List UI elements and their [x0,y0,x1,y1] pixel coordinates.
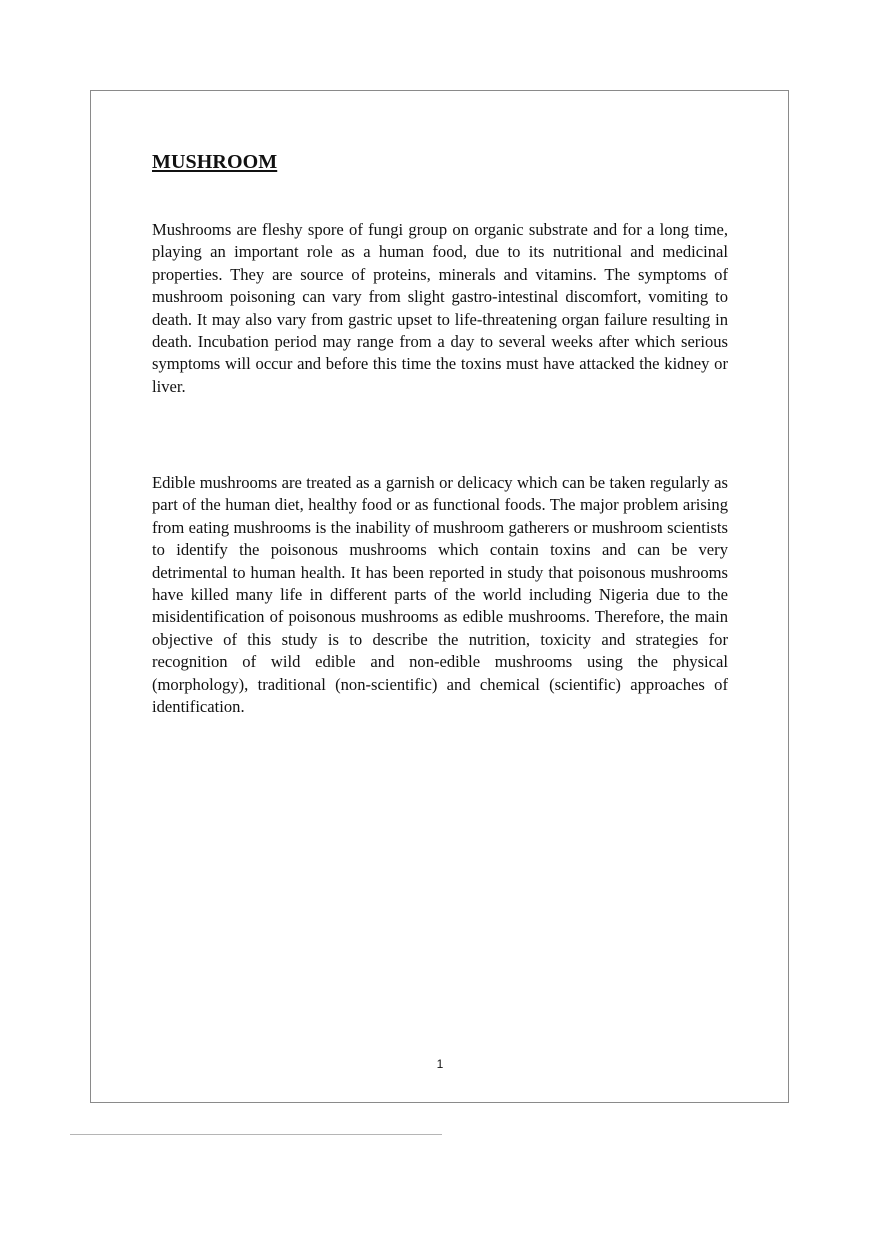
paragraph-introduction: Mushrooms are fleshy spore of fungi group on organic substrate and for a long time, playing an important role as a human food, due to its nutritional and medicinal properties. They are source of proteins, minerals and vitamins. The symptoms of mushroom poisoning can vary from slight gastro-intestinal discomfort, vomiting to death. It may also vary from gastric upset to life-threatening organ failure resulting in death. Incubation period may range from a day to several weeks after which serious symptoms will occur and before this time the toxins must have attacked the kidney or liver. [152,220,728,396]
document-title: MUSHROOM [152,151,278,173]
paragraph-objective: Edible mushrooms are treated as a garnish or delicacy which can be taken regularly as part of the human diet, healthy food or as functional foods. The major problem arising from eating mushrooms is the inability of mushroom gatherers or mushroom scientists to identify the poisonous mushrooms which contain toxins and can be very detrimental to human health. It has been reported in study that poisonous mushrooms have killed many life in different parts of the world including Nigeria due to the misidentification of poisonous mushrooms as edible mushrooms. Therefore, the main objective of this study is to describe the nutrition, toxicity and strategies for recognition of wild edible and non-edible mushrooms using the physical (morphology), traditional (non-scientific) and chemical (scientific) approaches of identification. [152,473,728,717]
page-number: 1 [436,1057,444,1071]
footnote-divider [70,1134,442,1135]
